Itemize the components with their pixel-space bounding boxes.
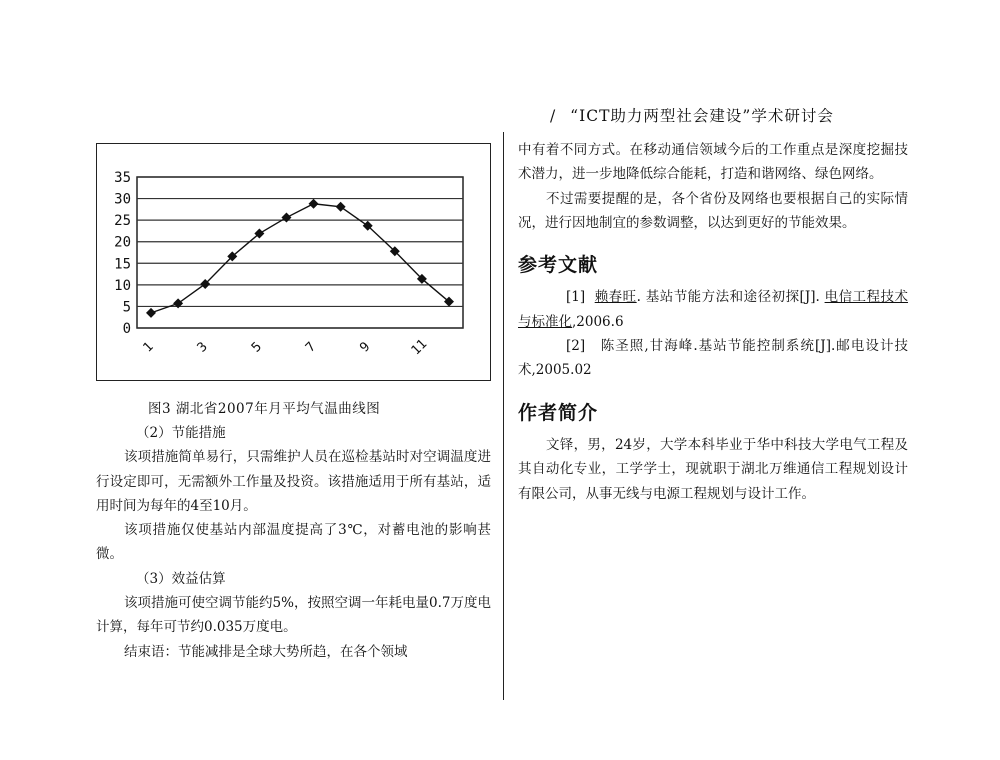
paragraph-conclusion: 结束语：节能减排是全球大势所趋，在各个领域: [124, 643, 408, 660]
paragraph-measures: 该项措施简单易行，只需维护人员在巡检基站时对空调温度进行设定即可，无需额外工作量及投资。该措施适用于所有基站，适用时间为每年的4至10月。: [96, 449, 491, 514]
plot-area: [137, 177, 463, 328]
ref1-journal: 电信工程技术与标准化: [518, 289, 909, 330]
header-marker: /: [550, 107, 557, 125]
x-tick-label: 5: [248, 339, 265, 356]
left-column: [96, 421, 491, 664]
y-tick-label: 20: [114, 234, 131, 251]
running-header: [550, 104, 834, 126]
figure-caption: 图3 湖北省2007年月平均气温曲线图: [148, 401, 381, 417]
reference-2: [2] 陈圣照,甘海峰.基站节能控制系统[J].邮电设计技术,2005.02: [518, 338, 908, 379]
paragraph-battery: 该项措施仅使基站内部温度提高了3℃，对蓄电池的影响甚微。: [96, 522, 491, 563]
paragraph-continuation: 中有着不同方式。在移动通信领域今后的工作重点是深度挖掘技术潜力，进一步地降低综合能耗，打造和谐网络、绿色网络。: [518, 142, 908, 183]
y-tick-label: 15: [114, 256, 131, 273]
y-tick-label: 5: [122, 299, 131, 316]
y-tick-label: 30: [114, 191, 131, 208]
paragraph-benefit: 该项措施可使空调节能约5%，按照空调一年耗电量0.7万度电计算，每年可节约0.035万度电。: [96, 595, 491, 636]
author-title: 作者简介: [518, 401, 599, 424]
x-tick-label: 11: [408, 336, 431, 359]
temperature-chart: [96, 143, 491, 381]
section-heading-measures: （2）节能措施: [136, 425, 226, 441]
x-tick-label: 1: [140, 339, 157, 356]
header-title: “ICT助力两型社会建设”学术研讨会: [570, 107, 834, 125]
references-title: 参考文献: [518, 254, 599, 277]
x-tick-label: 7: [302, 339, 320, 356]
chart-svg: [97, 144, 490, 380]
y-tick-label: 0: [122, 321, 131, 337]
paragraph-reminder: 不过需要提醒的是，各个省份及网络也要根据自己的实际情况，进行因地制宜的参数调整，以达到更好的节能效果。: [518, 190, 908, 231]
column-divider: [503, 132, 504, 700]
ref1-number: [1]: [566, 289, 586, 306]
reference-1: [518, 285, 908, 334]
ref1-author: 赖春旺: [594, 289, 637, 306]
y-tick-label: 10: [114, 277, 131, 294]
x-tick-label: 9: [357, 339, 374, 356]
y-tick-label: 35: [114, 170, 131, 186]
right-column: [518, 138, 908, 506]
ref1-title: . 基站节能方法和途径初探[J].: [636, 289, 825, 306]
author-bio: 文铎，男，24岁，大学本科毕业于华中科技大学电气工程及其自动化专业，工学学士，现就职于湖北万维通信工程规划设计有限公司，从事无线与电源工程规划与设计工作。: [518, 436, 908, 502]
section-heading-benefit: （3）效益估算: [136, 570, 226, 587]
ref1-rest: ,2006.6: [572, 313, 624, 330]
y-tick-label: 25: [114, 213, 131, 230]
x-tick-label: 3: [194, 339, 211, 356]
